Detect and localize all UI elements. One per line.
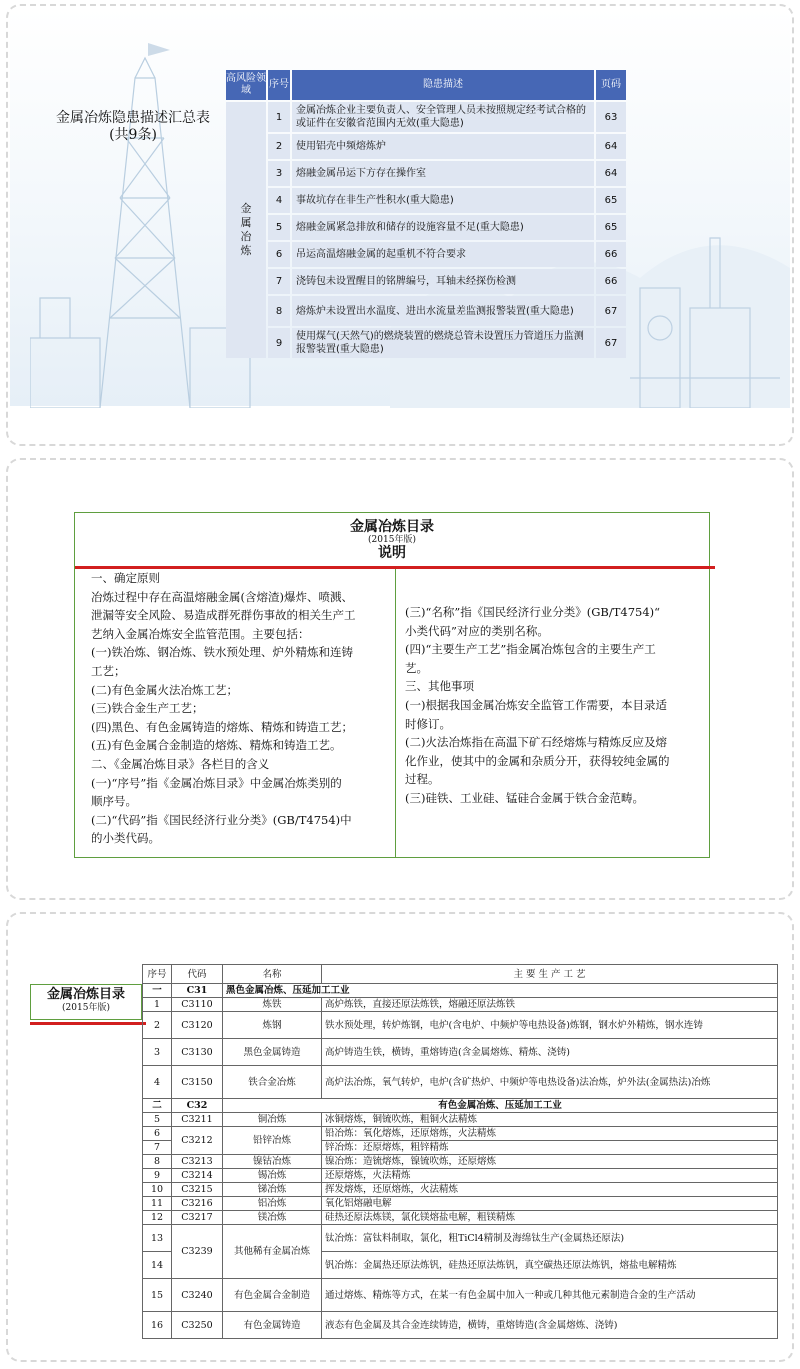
row-name: 有色金属合金制造: [223, 1279, 322, 1312]
header-area: 高风险领域: [226, 70, 266, 100]
table-row: [143, 1279, 778, 1312]
row-no: 2: [268, 134, 290, 159]
group-code: C31: [172, 984, 223, 998]
area-cell: [226, 102, 266, 358]
catalog-table: [142, 964, 778, 1339]
row-process: 高炉法冶炼，氧气转炉，电炉(含矿热炉、中频炉等电热设备)法冶炼，炉外法(金属热法)冶炼: [322, 1066, 778, 1099]
table-row: [226, 242, 626, 267]
row-no: 7: [268, 269, 290, 294]
table-row: [143, 1312, 778, 1339]
row-desc: 熔融金属紧急排放和储存的设施容量不足(重大隐患): [292, 215, 594, 240]
group-code: C32: [172, 1099, 223, 1113]
row-no: 4: [268, 188, 290, 213]
row-code: C3216: [172, 1197, 223, 1211]
row-no: 13: [143, 1225, 172, 1252]
row-code: C3240: [172, 1279, 223, 1312]
row-code: C3212: [172, 1127, 223, 1155]
row-desc: 事故坑存在非生产性积水(重大隐患): [292, 188, 594, 213]
row-code: C3130: [172, 1039, 223, 1066]
row-page: 65: [596, 188, 626, 213]
table-row: [143, 1211, 778, 1225]
row-desc: 熔炼炉未设置出水温度、进出水流量差监测报警装置(重大隐患): [292, 296, 594, 326]
row-process: 液态有色金属及其合金连续铸造，横铸，重熔铸造(含金属熔炼、浇铸): [322, 1312, 778, 1339]
row-name: 炼铁: [223, 998, 322, 1012]
notes-line: 过程。: [405, 772, 440, 787]
notes-line: (三)铁合金生产工艺；: [91, 701, 204, 716]
notes-line: (四)“主要生产工艺”指金属冶炼包含的主要生产工: [405, 642, 656, 657]
row-no: 1: [143, 998, 172, 1012]
table-row: [143, 1039, 778, 1066]
table-row: [143, 1169, 778, 1183]
row-no: 16: [143, 1312, 172, 1339]
row-desc: 使用煤气(天然气)的燃烧装置的燃烧总管未设置压力管道压力监测报警装置(重大隐患): [292, 328, 594, 358]
summary-title: [48, 110, 218, 144]
catalog-title: 金属冶炼目录: [350, 519, 434, 535]
group-row: [143, 1099, 778, 1113]
row-process: 钛冶炼：富钛料制取，氯化，粗TiCl4精制及海绵钛生产(金属热还原法): [322, 1225, 778, 1252]
row-no: 14: [143, 1252, 172, 1279]
row-code: C3150: [172, 1066, 223, 1099]
header-process: 主 要 生 产 工 艺: [322, 965, 778, 984]
table-row: [143, 1183, 778, 1197]
row-no: 5: [143, 1113, 172, 1127]
notes-subtitle: 说明: [378, 545, 406, 561]
catalog-version: (2015年版): [368, 535, 416, 545]
row-no: 4: [143, 1066, 172, 1099]
row-no: 3: [268, 161, 290, 186]
catalog-notes-panel: [6, 458, 794, 900]
row-page: 67: [596, 328, 626, 358]
notes-line: 的小类代码。: [91, 831, 160, 846]
row-no: 1: [268, 102, 290, 132]
row-no: 3: [143, 1039, 172, 1066]
row-process: 硅热还原法炼镁，氯化镁熔盐电解，粗镁精炼: [322, 1211, 778, 1225]
row-page: 67: [596, 296, 626, 326]
table-row: [226, 102, 626, 132]
notes-line: 艺纳入金属冶炼安全监管范围。主要包括：: [91, 626, 310, 641]
row-process: 镍冶炼：造锍熔炼，镍锍吹炼，还原熔炼: [322, 1155, 778, 1169]
row-name: 有色金属铸造: [223, 1312, 322, 1339]
row-no: 6: [143, 1127, 172, 1141]
notes-frame: [74, 512, 710, 858]
notes-line: 二、《金属冶炼目录》各栏目的含义: [91, 756, 270, 771]
table-row: [226, 296, 626, 326]
row-code: C3217: [172, 1211, 223, 1225]
header-page: 页码: [596, 70, 626, 100]
row-process: 铅冶炼：氧化熔炼，还原熔炼，火法精炼: [322, 1127, 778, 1141]
table-row: [143, 1225, 778, 1252]
row-name: 铜冶炼: [223, 1113, 322, 1127]
row-page: 66: [596, 242, 626, 267]
notes-line: 冶炼过程中存在高温熔融金属(含熔渣)爆炸、喷溅、: [91, 589, 353, 604]
row-process: 通过熔炼、精炼等方式，在某一有色金属中加入一种或几种其他元素制造合金的生产活动: [322, 1279, 778, 1312]
summary-title-main: 金属冶炼隐患描述汇总表: [56, 110, 210, 126]
row-no: 9: [143, 1169, 172, 1183]
row-code: C3213: [172, 1155, 223, 1169]
row-name: 铅锌冶炼: [223, 1127, 322, 1155]
notes-line: 三、其他事项: [405, 679, 474, 694]
row-name: 其他稀有金属冶炼: [223, 1225, 322, 1279]
catalog-side-label: [30, 984, 142, 1020]
notes-line: (三)“名称”指《国民经济行业分类》(GB/T4754)“: [405, 605, 661, 619]
row-page: 66: [596, 269, 626, 294]
side-version: (2015年版): [62, 1003, 110, 1013]
row-process: 锌冶炼：还原熔炼，粗锌精炼: [322, 1141, 778, 1155]
notes-line: (三)硅铁、工业硅、锰硅合金属于铁合金范畴。: [405, 790, 644, 805]
row-code: C3110: [172, 998, 223, 1012]
summary-title-count: (共9条): [109, 127, 157, 143]
notes-line: 一、确定原则: [91, 571, 160, 585]
row-desc: 使用铝壳中频熔炼炉: [292, 134, 594, 159]
notes-line: 顺序号。: [91, 794, 137, 809]
table-row: [226, 269, 626, 294]
row-no: 2: [143, 1012, 172, 1039]
notes-line: (一)铁冶炼、钢冶炼、铁水预处理、炉外精炼和连铸: [91, 645, 353, 660]
row-page: 65: [596, 215, 626, 240]
row-name: 铁合金冶炼: [223, 1066, 322, 1099]
hazard-table: [224, 68, 628, 360]
table-row: [226, 134, 626, 159]
table-row: [143, 998, 778, 1012]
table-header-row: [226, 70, 626, 100]
notes-line: 小类代码”对应的类别名称。: [405, 623, 549, 638]
row-process: 高炉铸造生铁，横铸，重熔铸造(含金属熔炼、精炼、浇铸): [322, 1039, 778, 1066]
notes-line: 化作业，使其中的金属和杂质分开，获得较纯金属的: [405, 753, 670, 768]
row-no: 10: [143, 1183, 172, 1197]
group-name: 有色金属冶炼、压延加工工业: [223, 1099, 778, 1113]
row-no: 11: [143, 1197, 172, 1211]
row-page: 64: [596, 161, 626, 186]
notes-line: 时修订。: [405, 716, 451, 731]
notes-right-column: [405, 603, 700, 808]
table-row: [226, 215, 626, 240]
row-desc: 熔融金属吊运下方存在操作室: [292, 161, 594, 186]
red-underline: [30, 1022, 146, 1025]
header-no: 序号: [268, 70, 290, 100]
table-row: [143, 1012, 778, 1039]
group-no: 二: [143, 1099, 172, 1113]
row-name: 黑色金属铸造: [223, 1039, 322, 1066]
row-process: 氧化铝熔融电解: [322, 1197, 778, 1211]
row-no: 8: [143, 1155, 172, 1169]
row-code: C3239: [172, 1225, 223, 1279]
notes-line: 工艺；: [91, 663, 126, 678]
catalog-table-panel: [6, 912, 794, 1362]
row-name: 炼钢: [223, 1012, 322, 1039]
table-row: [143, 1127, 778, 1141]
table-row: [143, 1155, 778, 1169]
row-no: 12: [143, 1211, 172, 1225]
table-row: [226, 328, 626, 358]
row-process: 铁水预处理，转炉炼钢，电炉(含电炉、中频炉等电热设备)炼钢，钢水炉外精炼，钢水连铸: [322, 1012, 778, 1039]
table-row: [143, 1197, 778, 1211]
hazard-summary-panel: [6, 4, 794, 446]
table-row: [143, 1113, 778, 1127]
row-process: 挥发熔炼，还原熔炼，火法精炼: [322, 1183, 778, 1197]
row-process: 钒冶炼：金属热还原法炼钒，硅热还原法炼钒，真空碳热还原法炼钒，熔盐电解精炼: [322, 1252, 778, 1279]
row-code: C3211: [172, 1113, 223, 1127]
group-no: 一: [143, 984, 172, 998]
table-row: [226, 161, 626, 186]
table-row: [226, 188, 626, 213]
row-no: 8: [268, 296, 290, 326]
header-desc: 隐患描述: [292, 70, 594, 100]
row-no: 15: [143, 1279, 172, 1312]
notes-line: 泄漏等安全风险、易造成群死群伤事故的相关生产工: [91, 608, 356, 623]
row-process: 高炉炼铁，直接还原法炼铁，熔融还原法炼铁: [322, 998, 778, 1012]
notes-line: (一)根据我国金属冶炼安全监管工作需要，本目录适: [405, 697, 667, 712]
header-code: 代码: [172, 965, 223, 984]
row-name: 镁冶炼: [223, 1211, 322, 1225]
row-desc: 吊运高温熔融金属的起重机不符合要求: [292, 242, 594, 267]
header-name: 名称: [223, 965, 322, 984]
column-divider: [395, 569, 396, 857]
row-code: C3215: [172, 1183, 223, 1197]
notes-line: (二)火法冶炼指在高温下矿石经熔炼与精炼反应及熔: [405, 735, 667, 750]
row-desc: 金属冶炼企业主要负责人、安全管理人员未按照规定经考试合格的或证件在安徽省范围内无效(重大隐患): [292, 102, 594, 132]
row-code: C3214: [172, 1169, 223, 1183]
notes-line: (四)黑色、有色金属铸造的熔炼、精炼和铸造工艺；: [91, 719, 353, 734]
group-row: [143, 984, 778, 998]
notes-header: [75, 513, 709, 567]
row-process: 还原熔炼，火法精炼: [322, 1169, 778, 1183]
row-no: 6: [268, 242, 290, 267]
row-code: C3120: [172, 1012, 223, 1039]
row-name: 锡冶炼: [223, 1169, 322, 1183]
row-code: C3250: [172, 1312, 223, 1339]
row-name: 镍钴冶炼: [223, 1155, 322, 1169]
notes-line: 艺。: [405, 660, 428, 675]
row-name: 锑冶炼: [223, 1183, 322, 1197]
notes-line: (五)有色金属合金制造的熔炼、精炼和铸造工艺。: [91, 738, 342, 753]
row-no: 5: [268, 215, 290, 240]
table-row: [143, 1066, 778, 1099]
row-page: 64: [596, 134, 626, 159]
row-no: 9: [268, 328, 290, 358]
row-page: 63: [596, 102, 626, 132]
notes-line: (二)“代码”指《国民经济行业分类》(GB/T4754)中: [91, 812, 352, 827]
row-desc: 浇铸包未设置醒目的铭牌编号，耳轴未经探伤检测: [292, 269, 594, 294]
group-name: 黑色金属冶炼、压延加工工业: [223, 984, 778, 998]
side-title: 金属冶炼目录: [46, 987, 125, 1002]
notes-left-column: [91, 569, 391, 848]
table-header-row: [143, 965, 778, 984]
notes-line: (一)“序号”指《金属冶炼目录》中金属冶炼类别的: [91, 775, 342, 790]
notes-line: (二)有色金属火法冶炼工艺；: [91, 682, 238, 697]
row-name: 铝冶炼: [223, 1197, 322, 1211]
header-no: 序号: [143, 965, 172, 984]
area-label: 金属冶炼: [240, 202, 252, 257]
row-no: 7: [143, 1141, 172, 1155]
row-process: 冰铜熔炼，铜锍吹炼，粗铜火法精炼: [322, 1113, 778, 1127]
